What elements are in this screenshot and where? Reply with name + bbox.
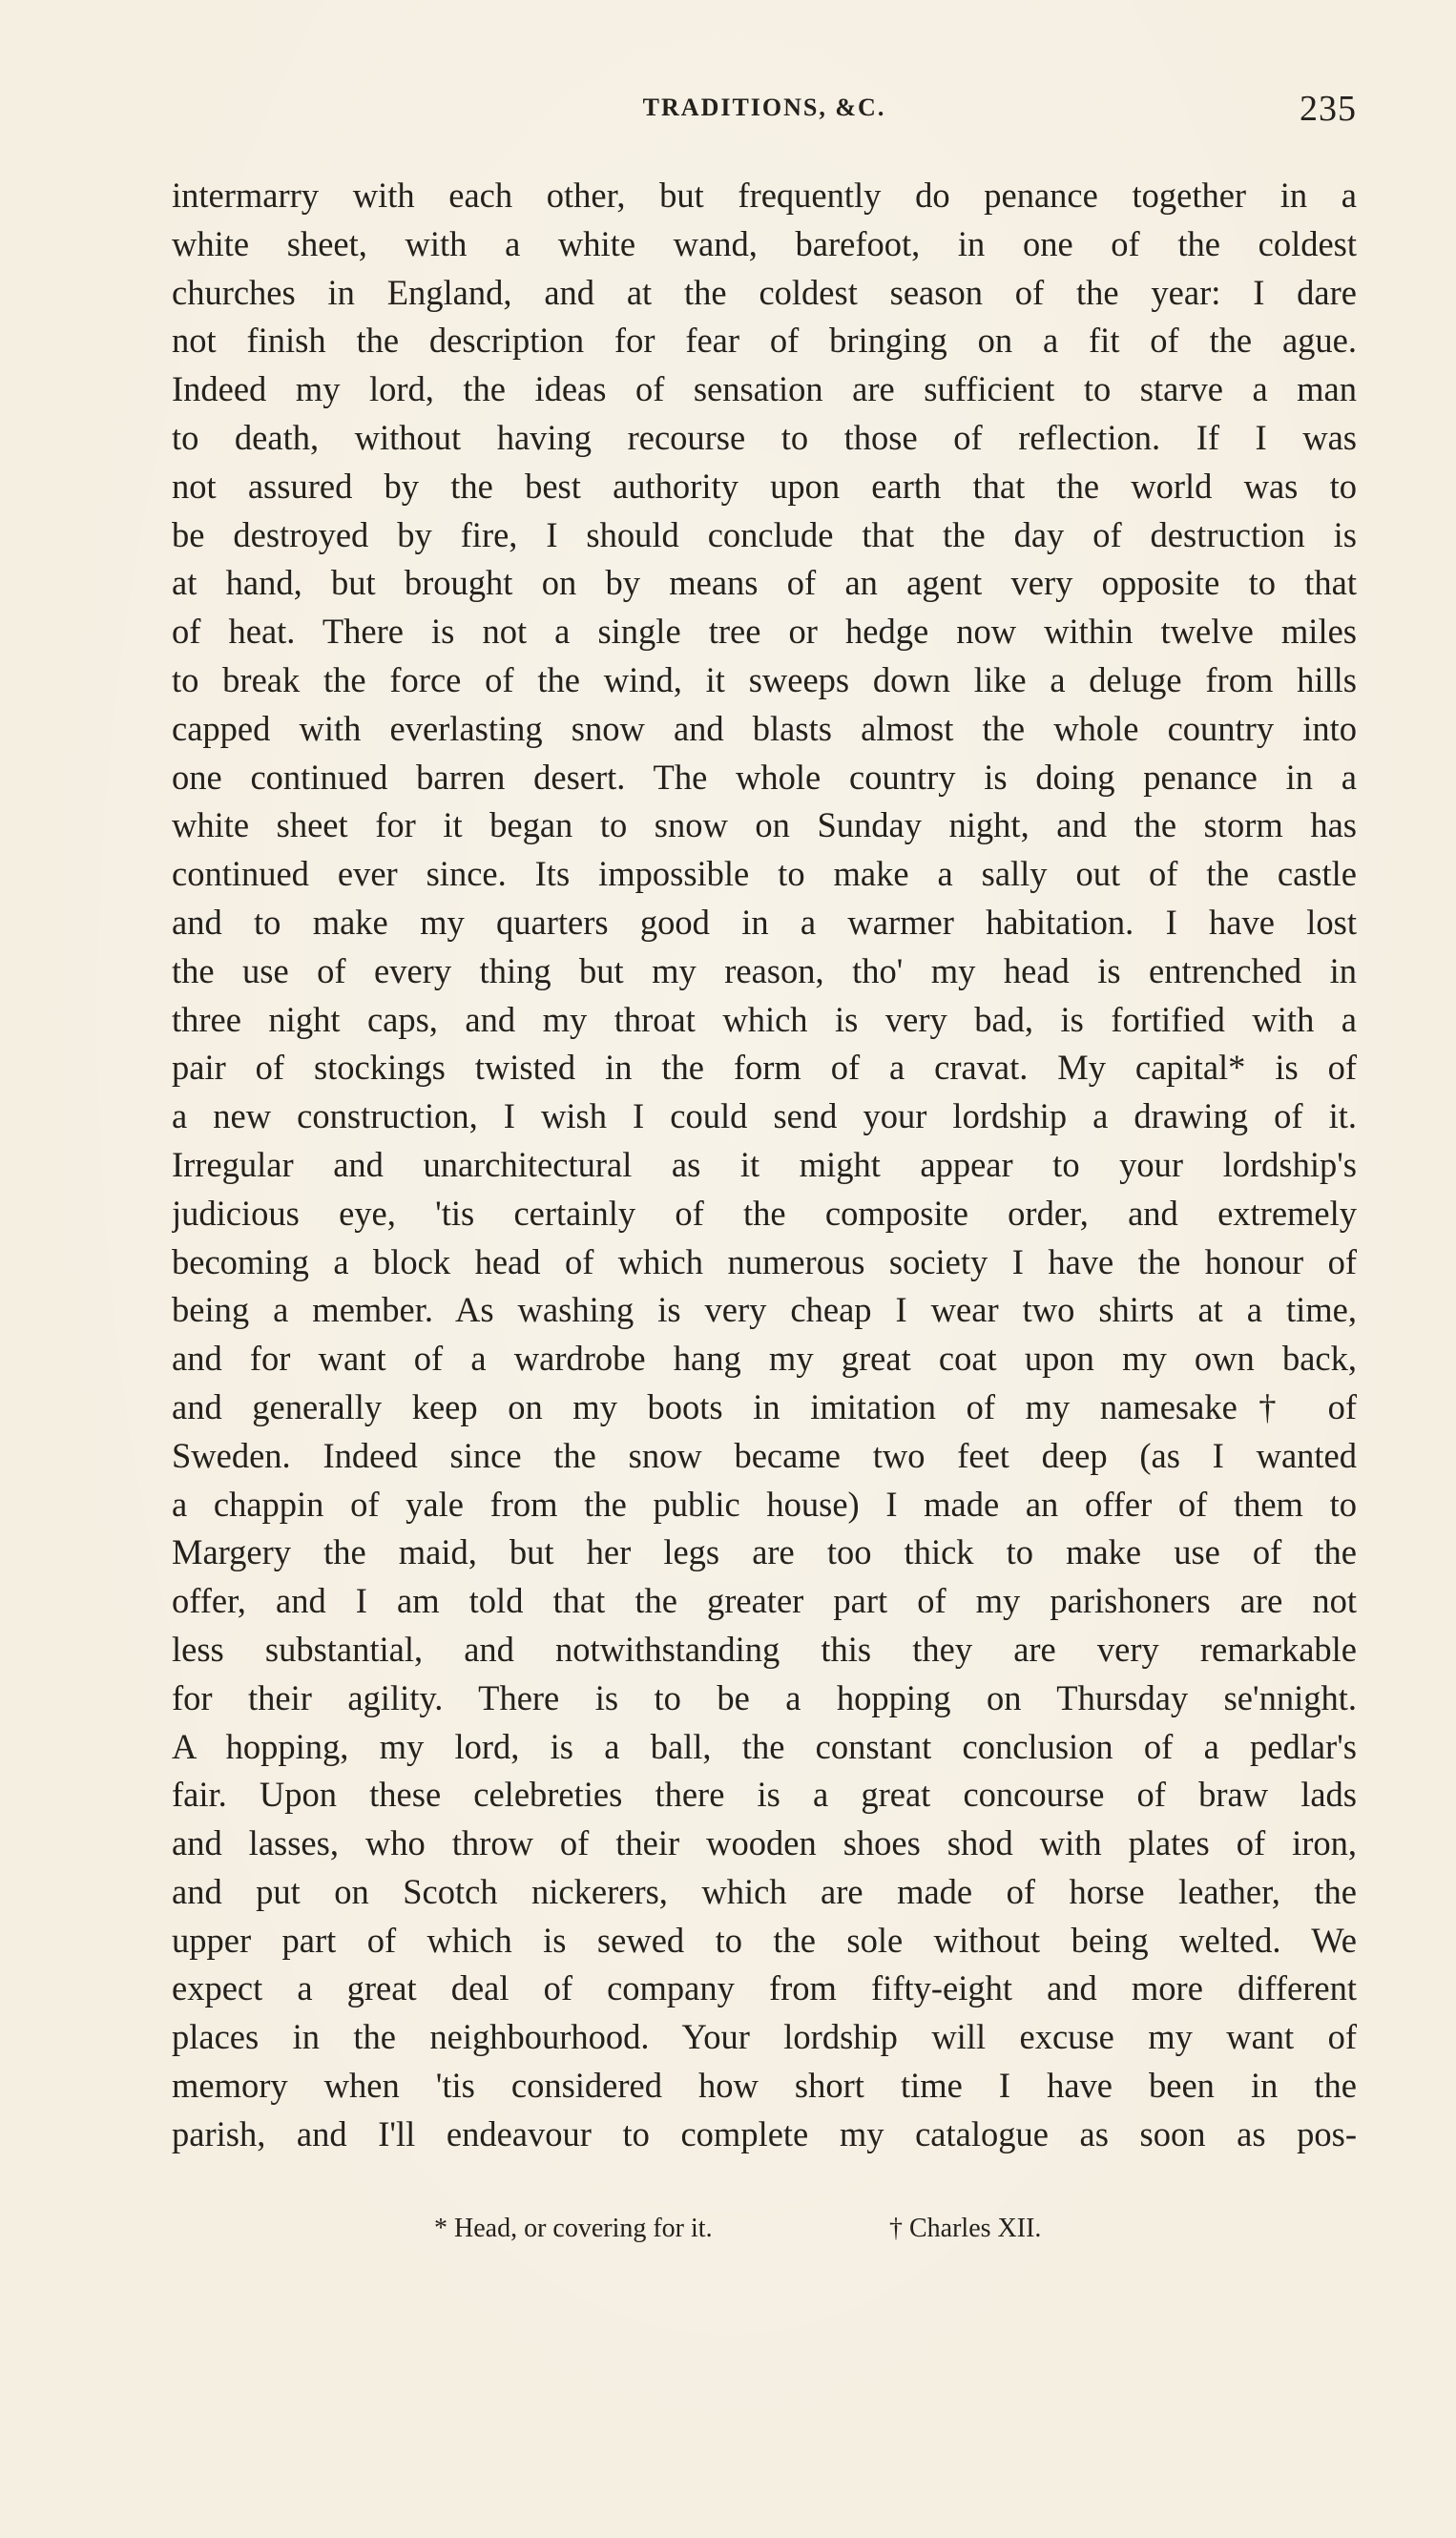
page-header: [172, 88, 1357, 135]
footnote-head: * Head, or covering for it.: [434, 2214, 713, 2243]
text-line: and put on Scotch nickerers, which are made of horse leather, the: [172, 1871, 1357, 1911]
text-line: judicious eye, 'tis certainly of the composite order, and extremely: [172, 1193, 1357, 1233]
text-line: to death, without having recourse to those of reflection. If I was: [172, 417, 1357, 457]
body-text: [172, 172, 1357, 2159]
text-line: becoming a block head of which numerous society I have the honour of: [172, 1241, 1357, 1281]
text-line: parish, and I'll endeavour to complete my catalogue as soon as pos-: [172, 2113, 1357, 2153]
text-line: upper part of which is sewed to the sole without being welted. We: [172, 1920, 1357, 1960]
text-line: and lasses, who throw of their wooden shoes shod with plates of iron,: [172, 1823, 1357, 1863]
page-number: 235: [1300, 89, 1357, 129]
text-line: white sheet, with a white wand, barefoot, in one of the coldest: [172, 223, 1357, 263]
text-line: less substantial, and notwithstanding this they are very remarkable: [172, 1629, 1357, 1669]
footnote-charles: † Charles XII.: [889, 2214, 1042, 2243]
footnotes: [172, 2214, 1357, 2252]
text-line: fair. Upon these celebreties there is a great concourse of braw lads: [172, 1775, 1357, 1815]
text-line: be destroyed by fire, I should conclude that the day of destruction is: [172, 514, 1357, 554]
text-line: and generally keep on my boots in imitation of my namesake† of: [172, 1386, 1357, 1426]
text-line: at hand, but brought on by means of an agent very opposite to that: [172, 563, 1357, 603]
text-line: capped with everlasting snow and blasts almost the whole country into: [172, 708, 1357, 748]
text-line: of heat. There is not a single tree or hedge now within twelve miles: [172, 612, 1357, 652]
text-line: not finish the description for fear of bringing on a fit of the ague.: [172, 321, 1357, 361]
text-line: white sheet for it began to snow on Sunday night, and the storm has: [172, 805, 1357, 845]
text-line: pair of stockings twisted in the form of a cravat. My capital* is of: [172, 1048, 1357, 1088]
text-line: offer, and I am told that the greater part of my parishoners are not: [172, 1581, 1357, 1621]
text-line: three night caps, and my throat which is very bad, is fortified with a: [172, 999, 1357, 1039]
text-line: places in the neighbourhood. Your lordship will excuse my want of: [172, 2017, 1357, 2057]
text-line: A hopping, my lord, is a ball, the constant conclusion of a pedlar's: [172, 1726, 1357, 1766]
text-line: intermarry with each other, but frequently do penance together in a: [172, 176, 1357, 215]
text-line: not assured by the best authority upon earth that the world was to: [172, 466, 1357, 506]
text-line: for their agility. There is to be a hopping on Thursday se'nnight.: [172, 1677, 1357, 1717]
text-line: the use of every thing but my reason, tho' my head is entrenched in: [172, 950, 1357, 990]
text-line: a new construction, I wish I could send your lordship a drawing of it.: [172, 1096, 1357, 1136]
text-line: Margery the maid, but her legs are too thick to make use of the: [172, 1532, 1357, 1572]
text-line: Sweden. Indeed since the snow became two feet deep (as I wanted: [172, 1435, 1357, 1475]
text-line: continued ever since. Its impossible to make a sally out of the castle: [172, 854, 1357, 894]
text-line: Indeed my lord, the ideas of sensation are sufficient to starve a man: [172, 369, 1357, 409]
text-line: one continued barren desert. The whole country is doing penance in a: [172, 757, 1357, 797]
text-line: and for want of a wardrobe hang my great coat upon my own back,: [172, 1339, 1357, 1379]
running-head: TRADITIONS, &C.: [642, 94, 886, 121]
text-line: Irregular and unarchitectural as it might appear to your lordship's: [172, 1144, 1357, 1184]
text-line: expect a great deal of company from fifty-eight and more different: [172, 1968, 1357, 2008]
text-line: a chappin of yale from the public house) I made an offer of them to: [172, 1484, 1357, 1524]
text-line: memory when 'tis considered how short time I have been in the: [172, 2066, 1357, 2106]
text-line: churches in England, and at the coldest season of the year: I dare: [172, 272, 1357, 312]
text-line: to break the force of the wind, it sweeps down like a deluge from hills: [172, 659, 1357, 699]
text-line: and to make my quarters good in a warmer habitation. I have lost: [172, 902, 1357, 942]
text-line: being a member. As washing is very cheap I wear two shirts at a time,: [172, 1290, 1357, 1330]
